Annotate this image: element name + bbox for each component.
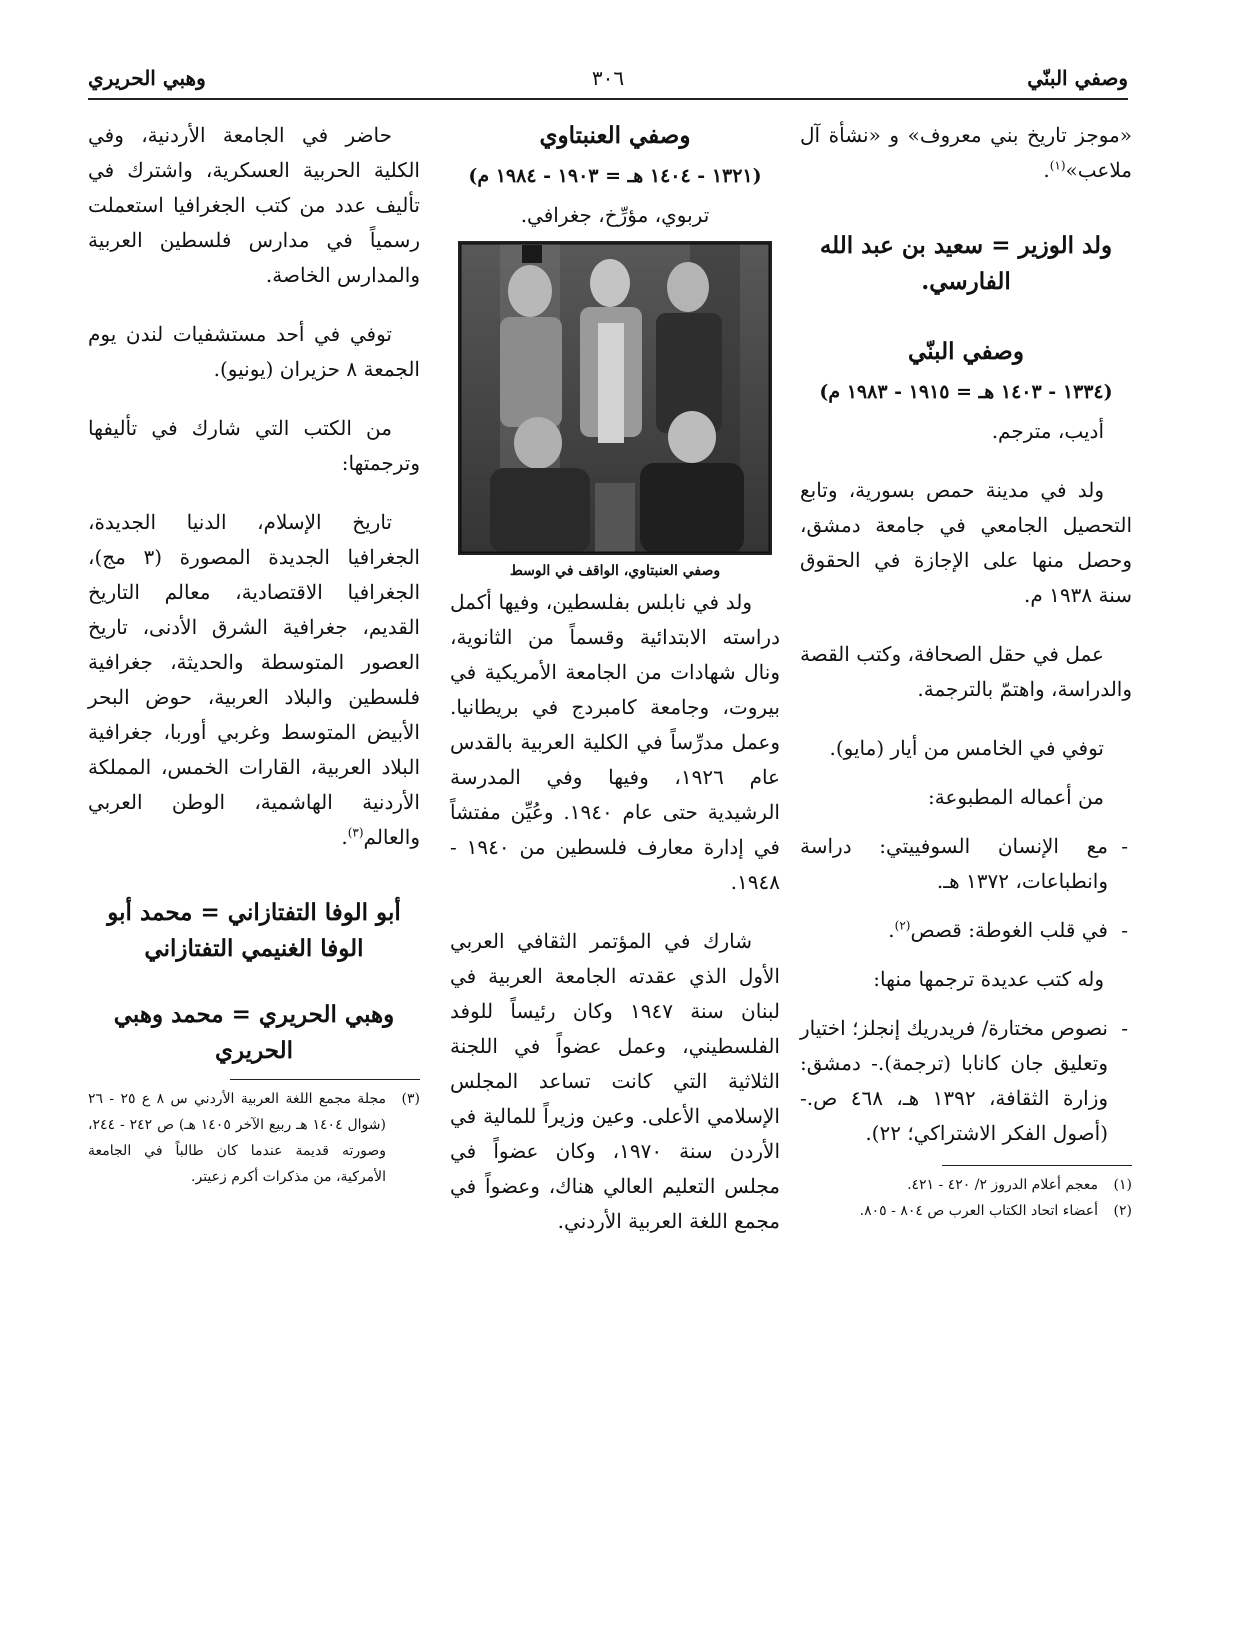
footnote-number: (٢) bbox=[1113, 1203, 1132, 1219]
footnote-ref: (١) bbox=[1049, 158, 1066, 173]
footnote-text: أعضاء اتحاد الكتاب العرب ص ٨٠٤ - ٨٠٥. bbox=[859, 1203, 1098, 1219]
cross-reference-title: أبو الوفا التفتازاني = محمد أبو الوفا الغنيمي التفتازاني bbox=[107, 899, 401, 962]
list-item: - نصوص مختارة/ فريدريك إنجلز؛ اختيار وتعليق جان كانابا (ترجمة).- دمشق: وزارة الثقافة، ١٣٩٢ هـ، ٤٦٨ ص.- (أصول الفكر الاشتراكي؛ ٢٢). bbox=[800, 1011, 1132, 1151]
running-head-right: وصفي البنّي bbox=[1027, 66, 1128, 90]
translations-list bbox=[800, 1011, 1132, 1151]
paragraph: من الكتب التي شارك في تأليفها وترجمتها: bbox=[88, 416, 420, 475]
entry-title: وصفي العنبتاوي bbox=[539, 122, 691, 149]
footnote bbox=[800, 1198, 1132, 1224]
paragraph: ولد في مدينة حمص بسورية، وتابع التحصيل الجامعي في جامعة دمشق، وحصل منها على الإجازة في الحقوق سنة ١٩٣٨ م. bbox=[800, 478, 1132, 607]
footnote-text: معجم أعلام الدروز ٢/ ٤٢٠ - ٤٢١. bbox=[907, 1177, 1098, 1193]
footnote bbox=[800, 1172, 1132, 1198]
continued-text: «موجز تاريخ بني معروف» و «نشأة آل ملاعب»$^{(١)}$. bbox=[800, 123, 1132, 182]
photo-caption: وصفي العنبتاوي، الواقف في الوسط bbox=[509, 563, 721, 579]
entry-roles: تربوي، مؤرِّخ، جغرافي. bbox=[520, 203, 710, 227]
footnote-separator bbox=[942, 1165, 1132, 1166]
paragraph: توفي في أحد مستشفيات لندن يوم الجمعة ٨ حزيران (يونيو). bbox=[88, 322, 420, 381]
paragraph: توفي في الخامس من أيار (مايو). bbox=[829, 736, 1104, 760]
works-list bbox=[800, 829, 1132, 948]
column-middle bbox=[450, 118, 780, 1239]
entry-roles: أديب، مترجم. bbox=[991, 419, 1104, 443]
portrait-photo bbox=[458, 241, 772, 555]
cross-reference-title: وهبي الحريري = محمد وهبي الحريري bbox=[113, 1001, 395, 1064]
cross-reference-title: ولد الوزير = سعيد بن عبد الله الفارسي. bbox=[819, 232, 1113, 295]
paragraph: شارك في المؤتمر الثقافي العربي الأول الذي عقدته الجامعة العربية في لبنان سنة ١٩٤٧ وكان رئيساً للوفد الفلسطيني، وعمل عضواً في اللجنة الثلاثية التي كانت تساعد المجلس الإسلامي الأعلى. وعين وزيراً للمالية في الأردن سنة ١٩٧٠، وكان عضواً في مجلس التعليم العالي هناك، وعضواً في مجمع اللغة العربية الأردني. bbox=[450, 929, 780, 1233]
footnote-ref: (٣) bbox=[347, 825, 364, 840]
entry-dates: (١٣٢١ - ١٤٠٤ هـ = ١٩٠٣ - ١٩٨٤ م) bbox=[468, 165, 762, 187]
translations-heading: وله كتب عديدة ترجمها منها: bbox=[873, 967, 1104, 991]
footnote-separator bbox=[230, 1079, 420, 1080]
entry-dates: (١٣٣٤ - ١٤٠٣ هـ = ١٩١٥ - ١٩٨٣ م) bbox=[819, 381, 1113, 403]
page-header bbox=[88, 64, 1128, 100]
paragraph: تاريخ الإسلام، الدنيا الجديدة، الجغرافيا الجديدة المصورة (٣ مج)، الجغرافيا الاقتصادية، معالم التاريخ القديم، جغرافية الشرق الأدنى، تاريخ العصور المتوسطة والحديثة، جغرافية فلسطين والبلاد العربية، حوض البحر الأبيض المتوسط وغربي أوربا، جغرافية البلاد العربية، القارات الخمس، المملكة الأردنية الهاشمية، الوطن العربي والعالم$^{(٣)}$. bbox=[88, 510, 420, 849]
list-item: - مع الإنسان السوفييتي: دراسة وانطباعات، ١٣٧٢ هـ. bbox=[800, 829, 1132, 899]
works-heading: من أعماله المطبوعة: bbox=[928, 785, 1104, 809]
running-head-left: وهبي الحريري bbox=[88, 66, 206, 90]
entry-title: وصفي البنّي bbox=[908, 338, 1024, 365]
paragraph: ولد في نابلس بفلسطين، وفيها أكمل دراسته الابتدائية وقسماً من الثانوية، ونال شهادات من الجامعة الأمريكية في بيروت، وجامعة كامبردج في بريطانيا. وعمل مدرِّساً في الكلية العربية بالقدس عام ١٩٢٦، وفيها وفي المدرسة الرشيدية حتى عام ١٩٤٠. وعُيِّن مفتشاً في إدارة معارف فلسطين من ١٩٤٠ - ١٩٤٨. bbox=[450, 590, 780, 894]
footnote-text: مجلة مجمع اللغة العربية الأردني س ٨ ع ٢٥ - ٢٦ (شوال ١٤٠٤ هـ ربيع الآخر ١٤٠٥ هـ) ص ٢٤٢ - ٢٤٤، وصورته قديمة عندما كان طالباً في الجامعة الأمركية، من مذكرات أكرم زعيتر. bbox=[88, 1091, 386, 1185]
list-item: - في قلب الغوطة: قصص$^{(٢)}$. bbox=[800, 913, 1132, 948]
paragraph: عمل في حقل الصحافة، وكتب القصة والدراسة، واهتمّ بالترجمة. bbox=[800, 642, 1132, 701]
footnote-ref: (٢) bbox=[894, 918, 911, 933]
column-left bbox=[88, 118, 420, 1190]
page-number: ٣٠٦ bbox=[591, 66, 625, 90]
footnote bbox=[88, 1086, 420, 1190]
footnote-number: (٣) bbox=[401, 1091, 420, 1107]
column-right bbox=[800, 118, 1132, 1224]
paragraph: حاضر في الجامعة الأردنية، وفي الكلية الحربية العسكرية، واشترك في تأليف عدد من كتب الجغرافيا استعملت رسمياً في مدارس فلسطين العربية والمدارس الخاصة. bbox=[88, 123, 420, 287]
footnote-number: (١) bbox=[1113, 1177, 1132, 1193]
